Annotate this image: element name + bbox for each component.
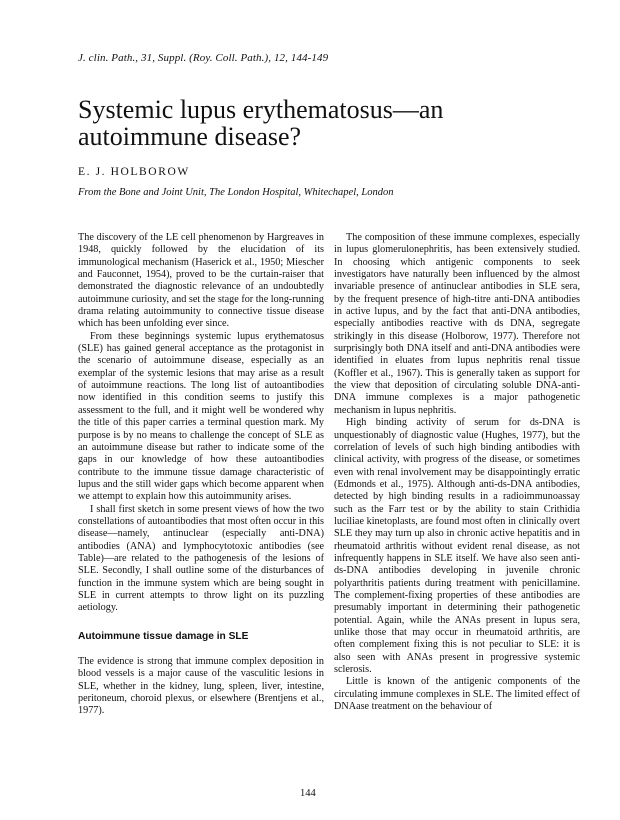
page-number: 144	[300, 788, 316, 799]
right-column	[334, 232, 580, 713]
left-column	[78, 232, 324, 718]
article-title: Systemic lupus erythematosus—an autoimmune disease?	[78, 95, 444, 151]
paragraph: The composition of these immune complexes, especially in lupus glomerulonephritis, has been extensively studied. In choosing which antigenic components to seek investigators have naturally been influenced by the almost invariable presence of antinuclear antibodies in SLE sera, by the frequent presence of high-titre anti-DNA antibodies in active lupus, and by the fact that anti-DNA antibodies, especially antibodies reactive with ds DNA, segregate strikingly in this disease (Holborow, 1977). Therefore not surprisingly both DNA itself and anti-DNA antibodies were identified in eluates from lupus nephritis renal tissue (Koffler et al., 1967). This is generally taken as support for the view that deposition of circulating soluble DNA-anti-DNA immune complexes is a major pathogenetic mechanism in lupus nephritis.	[334, 232, 580, 416]
section-heading: Autoimmune tissue damage in SLE	[78, 630, 249, 642]
paragraph: Little is known of the antigenic components of the circulating immune complexes in SLE. The limited effect of DNAase treatment on the behaviour of	[334, 676, 580, 713]
paragraph: The discovery of the LE cell phenomenon by Hargreaves in 1948, quickly followed by the elucidation of its immunological mechanism (Haserick et al., 1950; Miescher and Fauconnet, 1954), proved to be the curtain-raiser that demonstrated the diagnostic relevance of an undoubtedly autoimmune curiosity, and set the stage for the long-running drama relating autoimmunity to connective tissue disease which has been unfolding ever since.	[78, 232, 324, 330]
paragraph: From these beginnings systemic lupus erythematosus (SLE) has gained general acceptance as the protagonist in the scenario of autoimmune disease, especially as an exemplar of the systemic lesions that may arise as a result of autoimmune reactions. The long list of autoantibodies now identified in this condition seems to justify this assessment to the full, and it might well be wondered why the title of this paper carries a terminal question mark. My purpose is by no means to challenge the concept of SLE as an autoimmune disease but rather to indicate some of the gaps in our knowledge of how these autoantibodies contribute to the immune tissue damage characteristic of lupus and the still wider gaps which become apparent when we attempt to explain how this autoimmunity arises.	[78, 330, 324, 503]
paragraph: I shall first sketch in some present views of how the two constellations of autoantibodies that most often occur in this disease—namely, antinuclear (especially anti-DNA) antibodies (ANA) and lymphocytotoxic antibodies (see Table)—are related to the pathogenesis of the lesions of SLE. Secondly, I shall outline some of the disturbances of function in the immune system which are being sought in SLE in current attempts to throw light on its puzzling aetiology.	[78, 503, 324, 614]
paragraph: The evidence is strong that immune complex deposition in blood vessels is a major cause of the vasculitic lesions in SLE, whether in the kidney, lung, spleen, liver, intestine, peritoneum, choroid plexus, or elsewhere (Brentjens et al., 1977).	[78, 656, 324, 717]
journal-citation: J. clin. Path., 31, Suppl. (Roy. Coll. Path.), 12, 144-149	[78, 52, 329, 64]
author-name: E. J. HOLBOROW	[78, 166, 190, 178]
paragraph: High binding activity of serum for ds-DNA is unquestionably of diagnostic value (Hughes, 1977), but the correlation of levels of such high binding antibodies with clinical activity, with progress of the disease, or sometimes even with renal involvement may be disappointingly erratic (Edmonds et al., 1975). Although anti-ds-DNA antibodies, detected by high binding results in a radioimmunoassay such as the Farr test or by the ability to stain Crithidia luciliae kinetoplasts, are found most often in clinically overt SLE they may turn up also in chronic active hepatitis and in rheumatoid arthritis without evident renal disease, as not infrequently happens in SLE itself. We have also seen anti-ds-DNA antibodies developing in juvenile chronic polyarthritis patients during treatment with penicillamine. The complement-fixing properties of these antibodies are presumably important in determining their pathogenetic potential. Again, while the ANAs present in lupus sera, unlike those that may occur in rheumatoid arthritis, are often complement fixing this is not peculiar to SLE: it is also seen with ANAs present in progressive systemic sclerosis.	[334, 417, 580, 676]
author-affiliation: From the Bone and Joint Unit, The London Hospital, Whitechapel, London	[78, 187, 394, 198]
